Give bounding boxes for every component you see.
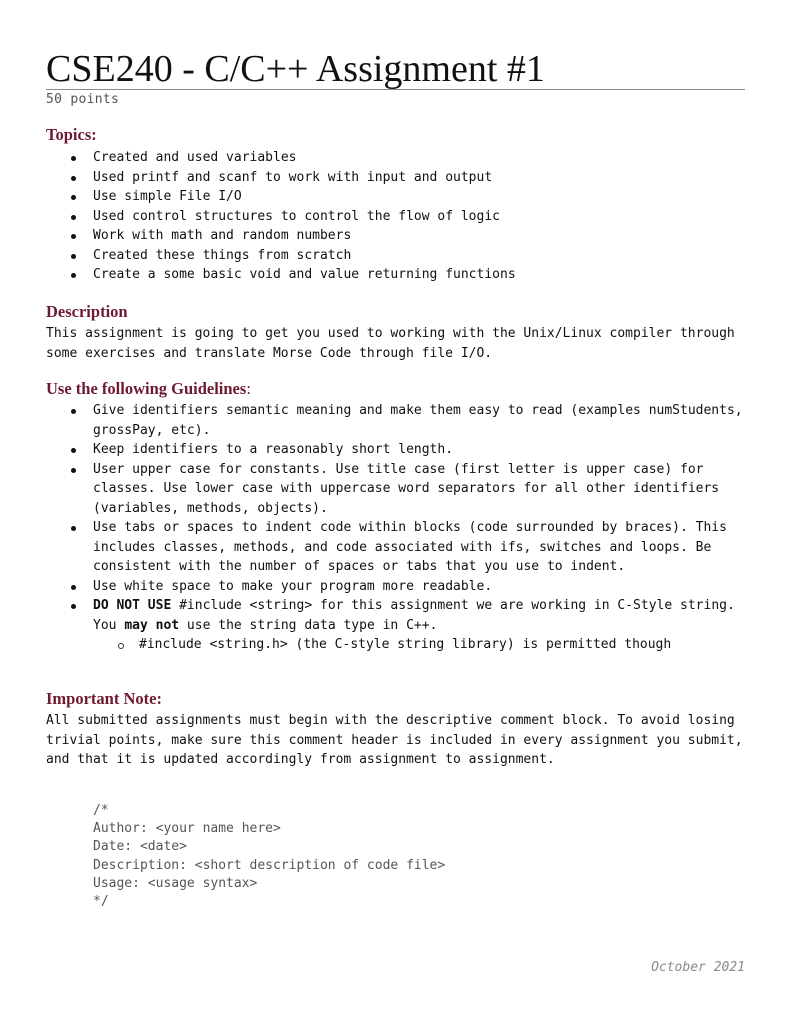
important-note-text: All submitted assignments must begin with the descriptive comment block. To avoid losing trivial points, make sure this comment header is included in every assignment you submit, and that it is updated accordingly from assignment to assignment.	[46, 713, 743, 767]
do-not-use-label: DO NOT USE	[93, 598, 172, 613]
code-line: */	[93, 894, 109, 910]
guidelines-heading-colon: :	[246, 379, 251, 398]
guidelines-heading	[46, 379, 251, 399]
guidelines-heading-text: Use the following Guidelines	[46, 379, 247, 398]
code-line: Author: <your name here>	[93, 821, 281, 837]
topics-heading: Topics:	[46, 125, 97, 144]
list-item: Use simple File I/O	[46, 187, 746, 207]
list-item: Created these things from scratch	[46, 246, 746, 266]
page-title: CSE240 - C/C++ Assignment #1	[46, 48, 545, 90]
list-item: Work with math and random numbers	[46, 226, 746, 246]
description-heading: Description	[46, 302, 128, 321]
list-item: User upper case for constants. Use title case (first letter is upper case) for classes. Use lower case with uppercase word separators for all other identifiers (variables, methods, objects).	[46, 460, 746, 519]
list-item: Created and used variables	[46, 148, 746, 168]
list-item: Give identifiers semantic meaning and make them easy to read (examples numStudents, grossPay, etc).	[46, 401, 746, 440]
code-line: Description: <short description of code file>	[93, 857, 446, 873]
description-text: This assignment is going to get you used to working with the Unix/Linux compiler through some exercises and translate Morse Code through file I/O.	[46, 326, 735, 361]
footer-date: October 2021	[651, 960, 745, 975]
comment-header-code-block	[93, 802, 445, 911]
points-label: 50 points	[46, 92, 120, 107]
list-item: Keep identifiers to a reasonably short length.	[46, 440, 746, 460]
important-note-heading: Important Note:	[46, 689, 162, 708]
code-line: Usage: <usage syntax>	[93, 875, 258, 891]
list-item: Use tabs or spaces to indent code within blocks (code surrounded by braces). This includes classes, methods, and code associated with ifs, switches and loops. Be consistent with the number of spaces or tabs that you use to indent.	[46, 518, 746, 577]
list-item: Used control structures to control the flow of logic	[46, 207, 746, 227]
list-item: Use white space to make your program more readable.	[46, 577, 746, 597]
guidelines-list	[46, 401, 746, 655]
list-item: Used printf and scanf to work with input and output	[46, 168, 746, 188]
code-line: Date: <date>	[93, 839, 187, 855]
title-divider	[46, 89, 745, 90]
code-line: /*	[93, 803, 109, 818]
list-item-string-rule: DO NOT USE #include <string> for this assignment we are working in C-Style string. You may not use the string data type in C++. #include <string.h> (the C-style string library) is permitted though	[46, 596, 746, 655]
list-item: Create a some basic void and value returning functions	[46, 265, 746, 285]
sub-list-item: #include <string.h> (the C-style string library) is permitted though	[93, 635, 746, 655]
may-not-label: may not	[124, 617, 180, 633]
topics-list	[46, 148, 746, 285]
sub-list	[93, 635, 746, 655]
